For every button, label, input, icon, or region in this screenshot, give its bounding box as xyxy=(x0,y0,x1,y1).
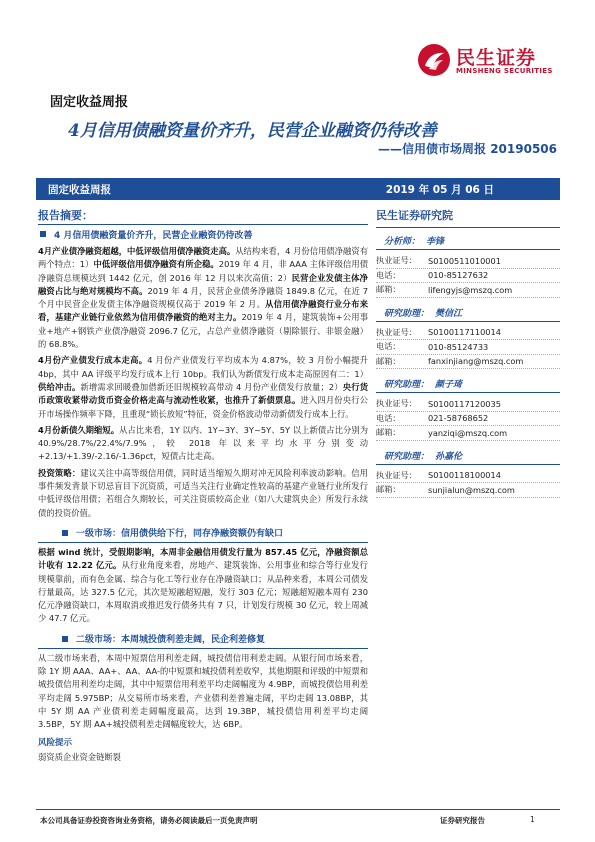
analyst-name: 孙嘉伦 xyxy=(435,451,463,462)
info-row xyxy=(376,269,560,284)
info-row xyxy=(376,326,560,341)
footer-label: 证券研究报告 xyxy=(440,816,485,825)
para-emph: 民营企业发债主体净融资占比与绝对规模均不高。 xyxy=(38,272,368,296)
risk-text: 弱资质企业资金链断裂 xyxy=(38,751,121,762)
square-bullet-icon xyxy=(40,231,46,237)
para-lead: 4月份新债久期缩短。 xyxy=(38,424,120,435)
role-label: 研究助理： xyxy=(384,451,430,462)
section-title: 二级市场：本周城投债利差走阔，民企利差修复 xyxy=(76,635,266,646)
para-lead: 投资策略： xyxy=(38,467,81,478)
section-title: 一级市场：信用债供给下行，同存净融资额仍有缺口 xyxy=(76,529,284,540)
info-value: S0100117120035 xyxy=(428,398,501,409)
para-text: 2019 年 4 月，建筑装饰+公用事业+地产+钢铁产业债净融资 2096.7 亿元，占总产业债净融资（剔除银行、非银金融）的 68.8%。 xyxy=(38,312,368,350)
brand-name: 民生证券 xyxy=(456,47,537,69)
para-lead: 4月份产业债发行成本走高。 xyxy=(38,355,148,366)
brand-logo xyxy=(418,44,568,80)
page-subtitle: ——信用债市场周报 20190506 xyxy=(378,142,557,156)
para-lead: 4月产业债净融资超越，中低评级信用债净融资走高。 xyxy=(38,246,236,256)
info-value: S0100117110014 xyxy=(428,327,501,338)
analyst-name: 樊信江 xyxy=(435,308,463,319)
analyst-card xyxy=(376,234,560,298)
paragraph-secondary-market xyxy=(38,652,368,732)
info-value: 010-85127632 xyxy=(428,270,489,281)
para-text: 从行业角度来看，房地产、建筑装饰、公用事业和综合等行业发行规模靠前，而有色金属、综合与化工等行业存在净融资缺口；从品种来看，本周公司债发行量最高，达 327.5 亿元，其次是短融超短融，发行 303 亿元；短融超短融本周有 230 亿元净融资缺口，本周取消或推迟发行债务共有 7 只，计划发行规模 30 亿元，较上周减少 47.7 亿元。 xyxy=(38,560,368,624)
analyst-name: 颜子琦 xyxy=(435,380,463,390)
analyst-name: 李锋 xyxy=(426,237,445,247)
summary-bullet-text: 4 月信用债融资量价齐升，民营企业融资仍待改善 xyxy=(54,230,253,241)
info-row xyxy=(376,397,560,412)
info-key: 电话： xyxy=(376,412,401,423)
risk-heading: 风险提示 xyxy=(38,737,73,748)
email-link[interactable]: lifengyjs@mszq.com xyxy=(428,284,513,295)
info-row xyxy=(376,483,560,498)
section-primary-market xyxy=(38,526,368,540)
analyst-role xyxy=(376,306,560,322)
para-text: 进入四月份央行公开市场操作频率下降，且重现“锁长放短”特征，资金价格波动带动新债发行成本上行。 xyxy=(38,395,368,419)
paragraph-issuance-cost xyxy=(38,354,368,420)
summary-column xyxy=(38,207,368,767)
para-emph: 央行货币政策收紧带动货币资金价格走高与流动性收紧，也推升了新债票息。 xyxy=(38,381,368,406)
page-number: 1 xyxy=(530,815,535,824)
info-key: 邮箱： xyxy=(376,355,401,366)
info-row xyxy=(376,355,560,370)
info-row xyxy=(376,426,560,441)
report-date: 2019 年 05 月 06 日 xyxy=(385,184,494,196)
email-link[interactable]: fanxinjiang@mszq.com xyxy=(428,356,524,367)
info-value: 010-85124733 xyxy=(428,341,489,352)
analyst-card xyxy=(376,449,560,498)
para-text: 从结构来看，4 月份信用债净融资有两个特点：1） xyxy=(38,246,368,270)
para-text: 4 月份产业债发行平均成本为 4.87%，较 3 月份小幅提升 4bp，其中 AA 评级平均发行成本上行 10bp。我们认为新债发行成本走高原因有二：1） xyxy=(38,355,368,379)
info-key: 邮箱： xyxy=(376,284,401,295)
info-key: 执业证号： xyxy=(376,469,417,480)
summary-bullet xyxy=(38,227,368,241)
analyst-role xyxy=(376,377,560,393)
header-bar xyxy=(36,178,560,200)
info-key: 执业证号： xyxy=(376,326,417,337)
analyst-card xyxy=(376,377,560,441)
paragraph-duration xyxy=(38,424,368,464)
section-divider xyxy=(38,542,368,543)
paragraph-net-financing xyxy=(38,245,368,351)
institute-heading: 民生证券研究院 xyxy=(376,207,560,228)
info-value: 021-58768652 xyxy=(428,413,489,424)
section-divider xyxy=(38,648,368,649)
paragraph-strategy xyxy=(38,467,368,520)
role-label: 研究助理： xyxy=(384,308,430,319)
logo-emblem-icon xyxy=(418,44,450,76)
info-key: 执业证号： xyxy=(376,255,417,266)
info-value: S0100511010001 xyxy=(428,255,501,266)
info-row xyxy=(376,469,560,484)
summary-heading: 报告摘要： xyxy=(38,209,93,222)
email-link[interactable]: yanziqi@mszq.com xyxy=(428,427,508,438)
info-key: 执业证号： xyxy=(376,398,417,409)
page-title: 4月信用债融资量价齐升，民营企业融资仍待改善 xyxy=(68,121,437,141)
section-secondary-market xyxy=(38,632,368,646)
para-text: 2019 年 4 月，民营企业债务净融资 1849.8 亿元，在近 7 个月中民营企业发债主体净融资规模仅高于 2019 年 2 月。 xyxy=(38,285,368,310)
role-label: 分析师： xyxy=(384,237,421,247)
para-text: 从占比来看，1Y 以内、1Y~3Y、3Y~5Y、5Y 以上新债占比分别为 40.9%/28.7%/22.4%/7.9%，较 2018 年以来平均水平分别变动+2.13/+1.39/-2.16/-1.36pct，短债占比走高。 xyxy=(38,424,368,462)
info-row xyxy=(376,340,560,355)
header-bar-label: 固定收益周报 xyxy=(48,184,111,196)
square-bullet-icon xyxy=(62,636,68,642)
info-key: 电话： xyxy=(376,341,401,352)
report-type: 固定收益周报 xyxy=(50,95,129,110)
info-key: 邮箱： xyxy=(376,484,401,495)
email-link[interactable]: sunjialun@mszq.com xyxy=(428,484,515,495)
info-key: 邮箱： xyxy=(376,427,401,438)
analyst-role xyxy=(376,449,560,465)
info-row xyxy=(376,283,560,298)
analyst-card xyxy=(376,306,560,370)
para-text: 建议关注中高等级信用债，同时适当缩短久期对冲无风险利率波动影响。信用事件频发背景下切忌盲目下沉资质，可适当关注行业确定性较高的基建产业链行业所发行中低评级信用债；若组合久期较长，可关注资质较高企业（如八大建筑央企）所发行永续债的投资价值。 xyxy=(38,467,368,518)
para-emph: 从信用债净融资行业分布来看，基建产业链行业依然为信用债净融资的绝对主力。 xyxy=(38,299,368,323)
paragraph-primary-market xyxy=(38,546,368,626)
para-emph: 供给冲击。 xyxy=(38,381,81,392)
para-text: 新增需求回暖叠加借新还旧规模较高带动 4 月份产业债发行放量；2） xyxy=(80,381,343,392)
role-label: 研究助理： xyxy=(384,380,430,390)
brand-name-en: MINSHENG SECURITIES xyxy=(456,67,553,75)
footer-disclaimer: 本公司具备证券投资咨询业务资格，请务必阅读最后一页免责声明 xyxy=(40,816,258,825)
info-row xyxy=(376,412,560,427)
summary-divider xyxy=(38,224,368,225)
para-text: 从二级市场来看，本周中短票信用利差走阔，城投债信用利差走阔。从银行间市场来看， 除 1Y 期 AAA、AA+、AA、AA-的中短票和城投债利差收窄，其他期限和评级的中短票和城投债信用利差均走阔，其中中短票信用利差平均走阔幅度为 4.9BP，而城投债信用利差平均走阔 5.975BP；从交易所市场来看，产业债利差普遍走阔，平均走阔 13.08BP，其中 5Y 期 AA 产业债利差走阔幅度最高，达到 19.3BP，城投债信用利差平均走阔 3.5BP，5Y 期 AA+城投债利差走阔幅度较大，达 6BP。 xyxy=(38,652,368,730)
para-lead: 根据 wind 统计，受假期影响，本周非金融信用债发行量为 857.45 亿元，净融资额总计收有 12.22 亿元。 xyxy=(38,546,368,571)
info-value: S0100118100014 xyxy=(428,470,501,481)
square-bullet-icon xyxy=(62,530,68,536)
para-text: 2019 年 4 月，非 AAA 主体评级信用债净融资总规模达到 1442 亿元，创 2016 年 12 月以来次高值；2） xyxy=(38,259,368,283)
info-key: 电话： xyxy=(376,269,401,280)
analyst-role xyxy=(376,234,560,250)
analyst-sidebar xyxy=(376,207,560,506)
para-emph: 中低评级信用债净融资有所企稳。 xyxy=(93,259,219,270)
footer-divider xyxy=(36,809,560,810)
info-row xyxy=(376,254,560,269)
